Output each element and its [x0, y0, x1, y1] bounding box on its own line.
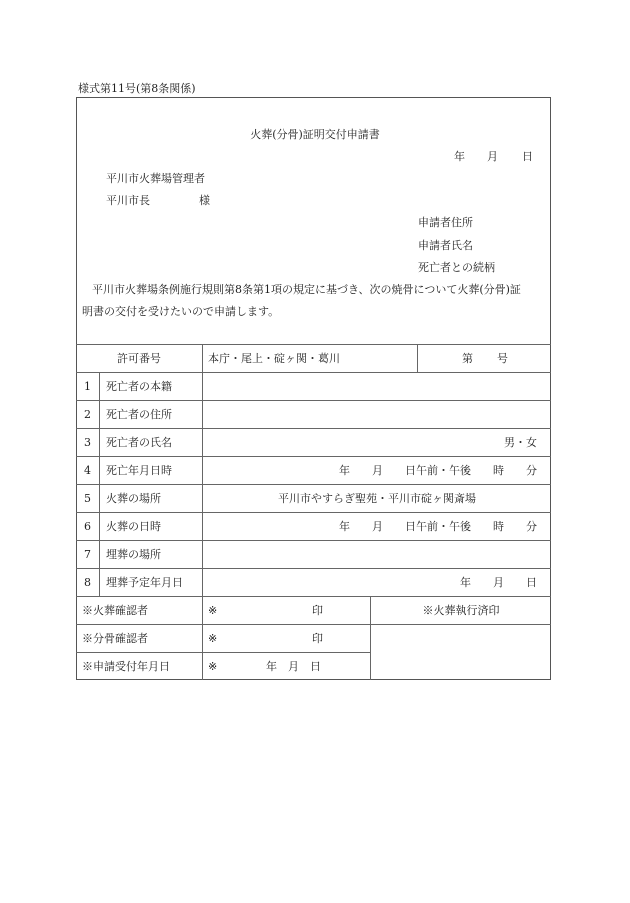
row-label: 火葬の日時: [106, 520, 161, 533]
permit-locations[interactable]: 本庁・尾上・碇ヶ関・葛川: [208, 352, 340, 365]
official-label: ※分骨確認者: [82, 632, 148, 645]
row-label: 死亡者の氏名: [106, 436, 172, 449]
row-label: 火葬の場所: [106, 492, 161, 505]
row-value-death-datetime[interactable]: 年 月 日午前・午後 時 分: [339, 464, 537, 477]
row-number: 1: [84, 379, 91, 393]
body-text-line1: 平川市火葬場条例施行規則第8条第1項の規定に基づき、次の焼骨について火葬(分骨)証: [92, 283, 521, 296]
row-value-burial-date[interactable]: 年 月 日: [460, 576, 537, 589]
addressee-line2: 平川市長: [106, 194, 150, 207]
row-value-cremation-place[interactable]: 平川市やすらぎ聖苑・平川市碇ヶ関斎場: [278, 492, 476, 505]
permit-number-suffix: 号: [497, 352, 508, 365]
date-day[interactable]: 日: [522, 150, 533, 163]
date-year[interactable]: 年: [454, 150, 465, 163]
official-date[interactable]: 年 月 日: [266, 660, 321, 673]
body-text-line2: 明書の交付を受けたいので申請します。: [82, 305, 280, 318]
applicant-address-label: 申請者住所: [418, 216, 473, 229]
official-seal[interactable]: 印: [312, 632, 323, 645]
row-value-burial-place[interactable]: [203, 540, 537, 568]
applicant-name-label: 申請者氏名: [418, 239, 473, 252]
row-number: 3: [84, 435, 91, 449]
official-seal[interactable]: 印: [312, 604, 323, 617]
row-number: 6: [84, 519, 91, 533]
official-label: ※申請受付年月日: [82, 660, 170, 673]
row-label: 埋葬予定年月日: [106, 576, 183, 589]
permit-label: 許可番号: [117, 352, 161, 365]
row-label: 死亡年月日時: [106, 464, 172, 477]
stamp-label: ※火葬執行済印: [422, 604, 500, 617]
permit-number-prefix: 第: [462, 352, 473, 365]
applicant-relation-label: 死亡者との続柄: [418, 261, 495, 274]
row-number: 2: [84, 407, 91, 421]
stamp-area[interactable]: [371, 625, 551, 680]
row-label: 埋葬の場所: [106, 548, 161, 561]
form-title: 火葬(分骨)証明交付申請書: [250, 128, 380, 141]
row-number: 5: [84, 491, 91, 505]
official-mark: ※: [208, 631, 218, 645]
row-label: 死亡者の住所: [106, 408, 172, 421]
row-label: 死亡者の本籍: [106, 380, 172, 393]
official-mark: ※: [208, 603, 218, 617]
row-number: 7: [84, 547, 91, 561]
form-number: 様式第11号(第8条関係): [78, 82, 196, 95]
official-mark: ※: [208, 659, 218, 673]
row-value-honseki[interactable]: [203, 372, 537, 400]
addressee-line1: 平川市火葬場管理者: [106, 172, 205, 185]
official-label: ※火葬確認者: [82, 604, 148, 617]
addressee-honorific: 様: [199, 194, 210, 207]
row-value-name-sex[interactable]: 男・女: [504, 436, 537, 449]
row-value-cremation-datetime[interactable]: 年 月 日午前・午後 時 分: [339, 520, 537, 533]
row-number: 8: [84, 575, 91, 589]
row-value-address[interactable]: [203, 400, 537, 428]
row-number: 4: [84, 463, 91, 477]
date-month[interactable]: 月: [487, 150, 498, 163]
